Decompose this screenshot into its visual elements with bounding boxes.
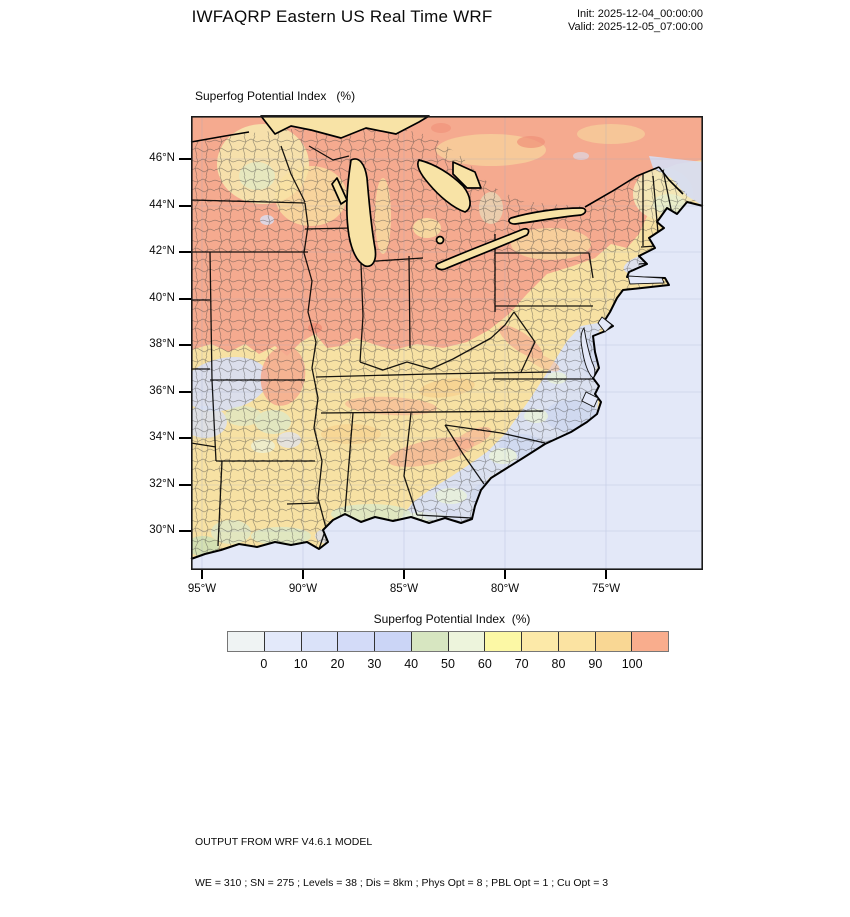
colorbar-cell <box>484 632 521 651</box>
lon-tick-mark <box>403 570 405 579</box>
lon-tick-label: 95°W <box>187 583 217 595</box>
lon-tick-label: 80°W <box>490 583 520 595</box>
lat-tick-mark <box>179 484 191 486</box>
colorbar-tick-label: 30 <box>367 657 382 671</box>
colorbar-tick-label: 90 <box>588 657 603 671</box>
colorbar-cell <box>448 632 485 651</box>
colorbar-tick-label: 0 <box>260 657 268 671</box>
lon-tick-label: 85°W <box>389 583 419 595</box>
lon-tick-mark <box>302 570 304 579</box>
colorbar-cell <box>631 632 668 651</box>
lat-tick-label: 38°N <box>149 338 175 350</box>
lat-tick-mark <box>179 530 191 532</box>
colorbar-cell <box>264 632 301 651</box>
field-label: Superfog Potential Index (%) <box>195 89 356 103</box>
colorbar-cell <box>595 632 632 651</box>
lat-tick-mark <box>179 437 191 439</box>
footer-block <box>195 809 608 917</box>
colorbar-tick-label: 100 <box>621 657 643 671</box>
colorbar <box>227 631 669 652</box>
colorbar-tick-label: 60 <box>477 657 492 671</box>
lon-tick-mark <box>504 570 506 579</box>
lon-tick-mark <box>605 570 607 579</box>
colorbar-tick-label: 10 <box>293 657 308 671</box>
colorbar-title: Superfog Potential Index (%) <box>373 612 531 626</box>
colorbar-tick-label: 70 <box>514 657 529 671</box>
lon-tick-mark <box>201 570 203 579</box>
footer-model-line: OUTPUT FROM WRF V4.6.1 MODEL <box>195 836 373 848</box>
colorbar-tick-label: 20 <box>330 657 345 671</box>
lat-tick-label: 44°N <box>149 199 175 211</box>
lat-tick-label: 34°N <box>149 431 175 443</box>
colorbar-cell <box>301 632 338 651</box>
lat-tick-mark <box>179 298 191 300</box>
colorbar-cell <box>411 632 448 651</box>
colorbar-cell <box>374 632 411 651</box>
lat-tick-label: 32°N <box>149 478 175 490</box>
lat-tick-mark <box>179 251 191 253</box>
colorbar-cell <box>558 632 595 651</box>
lat-tick-label: 30°N <box>149 524 175 536</box>
colorbar-tick-label: 50 <box>441 657 455 671</box>
plot-title: IWFAQRP Eastern US Real Time WRF <box>191 7 493 26</box>
lat-tick-mark <box>179 344 191 346</box>
lat-tick-mark <box>179 158 191 160</box>
lat-tick-label: 40°N <box>149 292 175 304</box>
colorbar-cell <box>337 632 374 651</box>
lat-tick-mark <box>179 391 191 393</box>
init-time-label: Init: 2025-12-04_00:00:00 <box>577 8 703 20</box>
colorbar-cell <box>521 632 558 651</box>
colorbar-tick-label: 80 <box>551 657 566 671</box>
run-time-block <box>568 8 703 34</box>
map-canvas <box>191 116 703 570</box>
valid-time-label: Valid: 2025-12-05_07:00:00 <box>568 21 703 33</box>
superfog-map <box>191 116 703 570</box>
lat-tick-label: 42°N <box>149 245 175 257</box>
lat-tick-label: 46°N <box>149 152 175 164</box>
lon-tick-label: 90°W <box>288 583 318 595</box>
colorbar-cell <box>228 632 264 651</box>
footer-config-line: WE = 310 ; SN = 275 ; Levels = 38 ; Dis = 8km ; Phys Opt = 8 ; PBL Opt = 1 ; Cu Opt = 3 <box>195 876 609 889</box>
lat-tick-mark <box>179 205 191 207</box>
colorbar-tick-label: 40 <box>404 657 419 671</box>
lon-tick-label: 75°W <box>591 583 621 595</box>
lat-tick-label: 36°N <box>149 385 175 397</box>
